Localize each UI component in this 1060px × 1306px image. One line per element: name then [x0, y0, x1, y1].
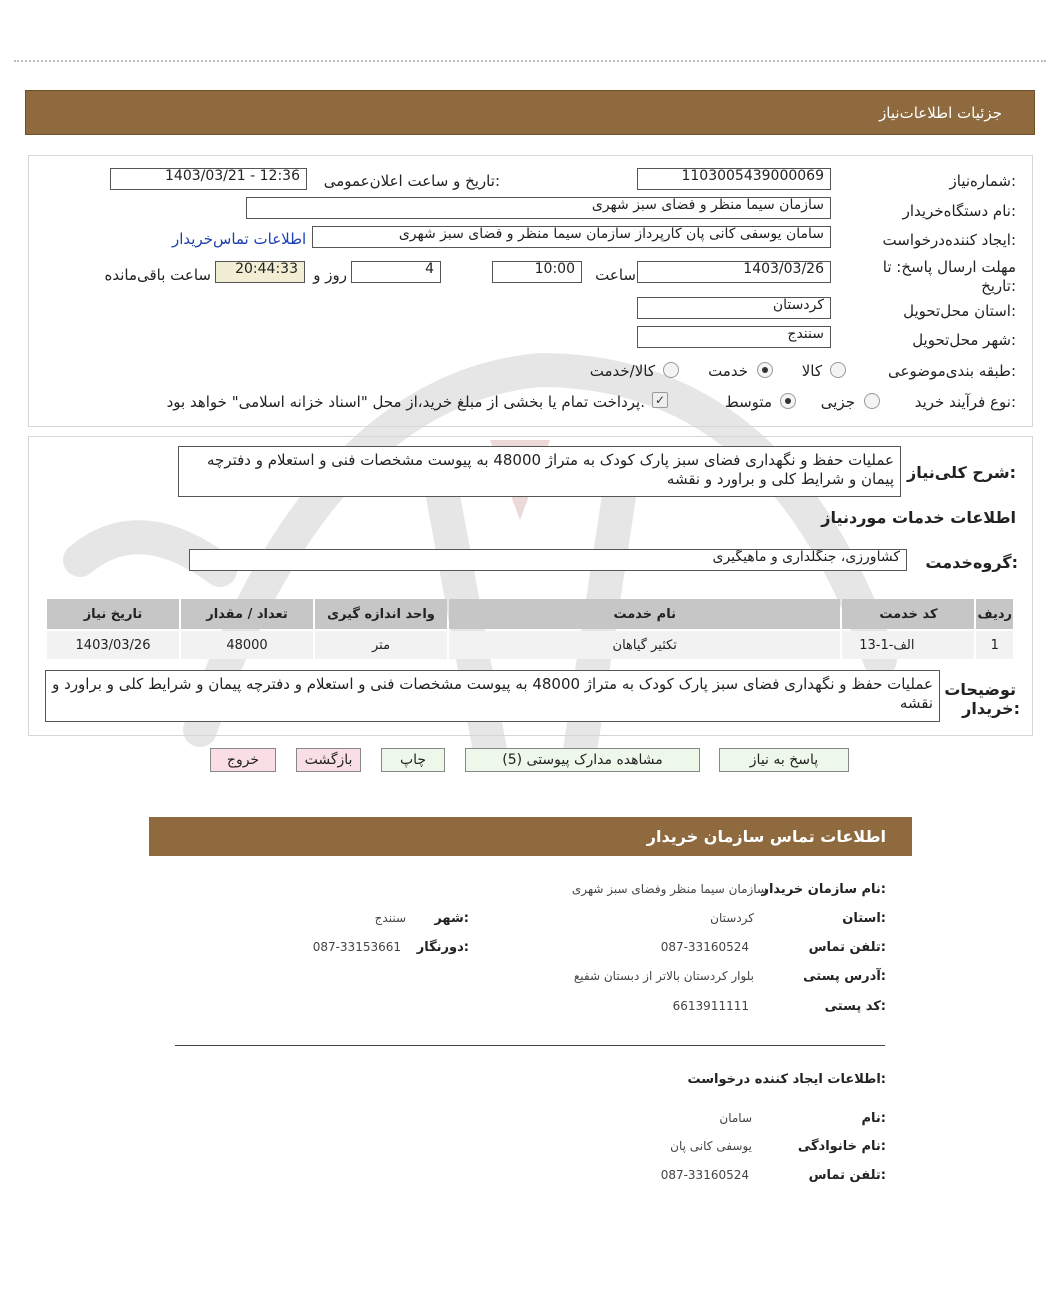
- province-field: کردستان: [637, 297, 831, 319]
- payment-note: پرداخت تمام یا بخشی از مبلغ خرید،از محل "اسناد خزانه اسلامی" خواهد بود.: [166, 393, 645, 411]
- cell-row: 1: [976, 631, 1013, 659]
- process-radio-medium[interactable]: [780, 393, 796, 409]
- process-radio-minor[interactable]: [864, 393, 880, 409]
- reply-button[interactable]: پاسخ به نیاز: [719, 748, 849, 772]
- contact-org-label: نام سازمان خریدار:: [761, 882, 886, 897]
- col-unit: واحد اندازه گیری: [315, 599, 447, 629]
- contact-address-value: بلوار کردستان بالاتر از دبستان شفیع: [573, 969, 754, 983]
- cell-service-name: تکثیر گیاهان: [449, 631, 840, 659]
- need-number-label: شماره‌نیاز:: [949, 172, 1016, 190]
- description-label: شرح کلی‌نیاز:: [907, 463, 1016, 482]
- creator-name-value: سامان: [719, 1111, 752, 1125]
- category-radio-service[interactable]: [757, 362, 773, 378]
- contact-org-value: سازمان سیما منظر وفضای سبز شهری: [571, 882, 767, 896]
- contact-fax-value: 087-33153661: [312, 940, 401, 954]
- creator-phone-label: تلفن تماس:: [808, 1168, 886, 1183]
- contact-phone-value: 087-33160524: [660, 940, 749, 954]
- buyer-org-field: سازمان سیما منظر و فضای سبز شهری: [246, 197, 831, 219]
- deadline-time-label: ساعت: [595, 266, 636, 284]
- cell-service-code: الف-1-13: [842, 631, 974, 659]
- creator-family-label: نام خانوادگی:: [797, 1139, 886, 1154]
- creator-name-label: نام:: [861, 1111, 886, 1126]
- contact-postal-label: کد پستی:: [824, 999, 886, 1014]
- category-option-goods: کالا: [801, 362, 822, 380]
- need-number-field: 1103005439000069: [637, 168, 831, 190]
- buyer-contact-link[interactable]: اطلاعات تماس‌خریدار: [172, 230, 307, 248]
- deadline-label-date: تاریخ:: [981, 277, 1016, 295]
- contact-city-label: شهر:: [434, 911, 469, 926]
- announce-label: تاریخ و ساعت اعلان‌عمومی:: [323, 172, 500, 190]
- contact-divider: [175, 1045, 885, 1046]
- city-field: سنندج: [637, 326, 831, 348]
- contact-title: اطلاعات تماس سازمان خریدار: [646, 827, 886, 846]
- announce-field: 1403/03/21 - 12:36: [110, 168, 307, 190]
- contact-address-label: آدرس پستی:: [803, 969, 886, 984]
- category-label: طبقه بندی‌موضوعی:: [888, 362, 1016, 380]
- process-option-minor: جزیی: [820, 393, 855, 411]
- back-button[interactable]: بازگشت: [296, 748, 361, 772]
- contact-postal-value: 6613911111: [672, 999, 749, 1013]
- days-label: روز و: [313, 266, 347, 284]
- process-label: نوع فرآیند خرید:: [914, 393, 1016, 411]
- contact-province-label: استان:: [842, 911, 886, 926]
- category-option-service: خدمت: [708, 362, 748, 380]
- deadline-label: مهلت ارسال پاسخ: تا: [882, 258, 1016, 276]
- creator-field: سامان یوسفی کانی پان کارپرداز سازمان سیما منظر و فضای سبز شهری: [312, 226, 831, 248]
- col-service-code: کد خدمت: [842, 599, 974, 629]
- buyer-notes-label: توضیحات: [944, 680, 1016, 699]
- contact-header: [149, 817, 912, 856]
- cell-quantity: 48000: [181, 631, 313, 659]
- contact-province-value: کردستان: [710, 911, 754, 925]
- deadline-time-field: 10:00: [492, 261, 582, 283]
- table-row: [47, 631, 1013, 659]
- cell-unit: متر: [315, 631, 447, 659]
- creator-info-title: اطلاعات ایجاد کننده درخواست:: [687, 1072, 886, 1087]
- category-option-goods-service: کالا/خدمت: [589, 362, 655, 380]
- creator-phone-value: 087-33160524: [660, 1168, 749, 1182]
- creator-family-value: یوسفی کانی پان: [670, 1139, 752, 1153]
- days-field: 4: [351, 261, 441, 283]
- top-divider: [14, 60, 1046, 62]
- exit-button[interactable]: خروج: [210, 748, 276, 772]
- service-group-label: گروه‌خدمت:: [925, 553, 1018, 572]
- contact-city-value: سنندج: [374, 911, 406, 925]
- treasury-checkbox[interactable]: ✓: [652, 392, 668, 408]
- col-row: ردیف: [976, 599, 1013, 629]
- table-header-row: [47, 599, 1013, 629]
- category-radio-goods[interactable]: [830, 362, 846, 378]
- col-need-date: تاریخ نیاز: [47, 599, 179, 629]
- city-label: شهر محل‌تحویل:: [912, 331, 1016, 349]
- contact-phone-label: تلفن تماس:: [808, 940, 886, 955]
- contact-fax-label: دورنگار:: [416, 940, 469, 955]
- buyer-notes-textarea: عملیات حفظ و نگهداری فضای سبز پارک کودک به متراژ 48000 به پیوست مشخصات فنی و استعلام و دفترچه پیمان و شرایط کلی و براورد و نقشه: [45, 670, 940, 722]
- province-label: استان محل‌تحویل:: [903, 302, 1016, 320]
- col-service-name: نام خدمت: [449, 599, 840, 629]
- description-textarea: عملیات حفظ و نگهداری فضای سبز پارک کودک به متراژ 48000 به پیوست مشخصات فنی و استعلام و دفترچه پیمان و شرایط کلی و براورد و نقشه: [178, 446, 901, 497]
- services-table: [45, 597, 1015, 661]
- services-title: اطلاعات خدمات موردنیاز: [821, 508, 1016, 527]
- attachments-button[interactable]: مشاهده مدارک پیوستی (5): [465, 748, 700, 772]
- deadline-date-field: 1403/03/26: [637, 261, 831, 283]
- process-option-medium: متوسط: [724, 393, 772, 411]
- col-quantity: تعداد / مقدار: [181, 599, 313, 629]
- page-header: [25, 90, 1035, 135]
- creator-label: ایجاد کننده‌درخواست:: [882, 231, 1016, 249]
- remaining-time-field: 20:44:33: [215, 261, 305, 283]
- remaining-label: ساعت باقی‌مانده: [104, 266, 211, 284]
- print-button[interactable]: چاپ: [381, 748, 445, 772]
- info-panel: [28, 155, 1033, 427]
- buyer-org-label: نام دستگاه‌خریدار:: [902, 202, 1016, 220]
- service-group-field: کشاورزی، جنگلداری و ماهیگیری: [189, 549, 907, 571]
- cell-need-date: 1403/03/26: [47, 631, 179, 659]
- page-title: جزئیات اطلاعات‌نیاز: [879, 104, 1002, 122]
- category-radio-goods-service[interactable]: [663, 362, 679, 378]
- buyer-notes-label-2: خریدار:: [962, 699, 1020, 718]
